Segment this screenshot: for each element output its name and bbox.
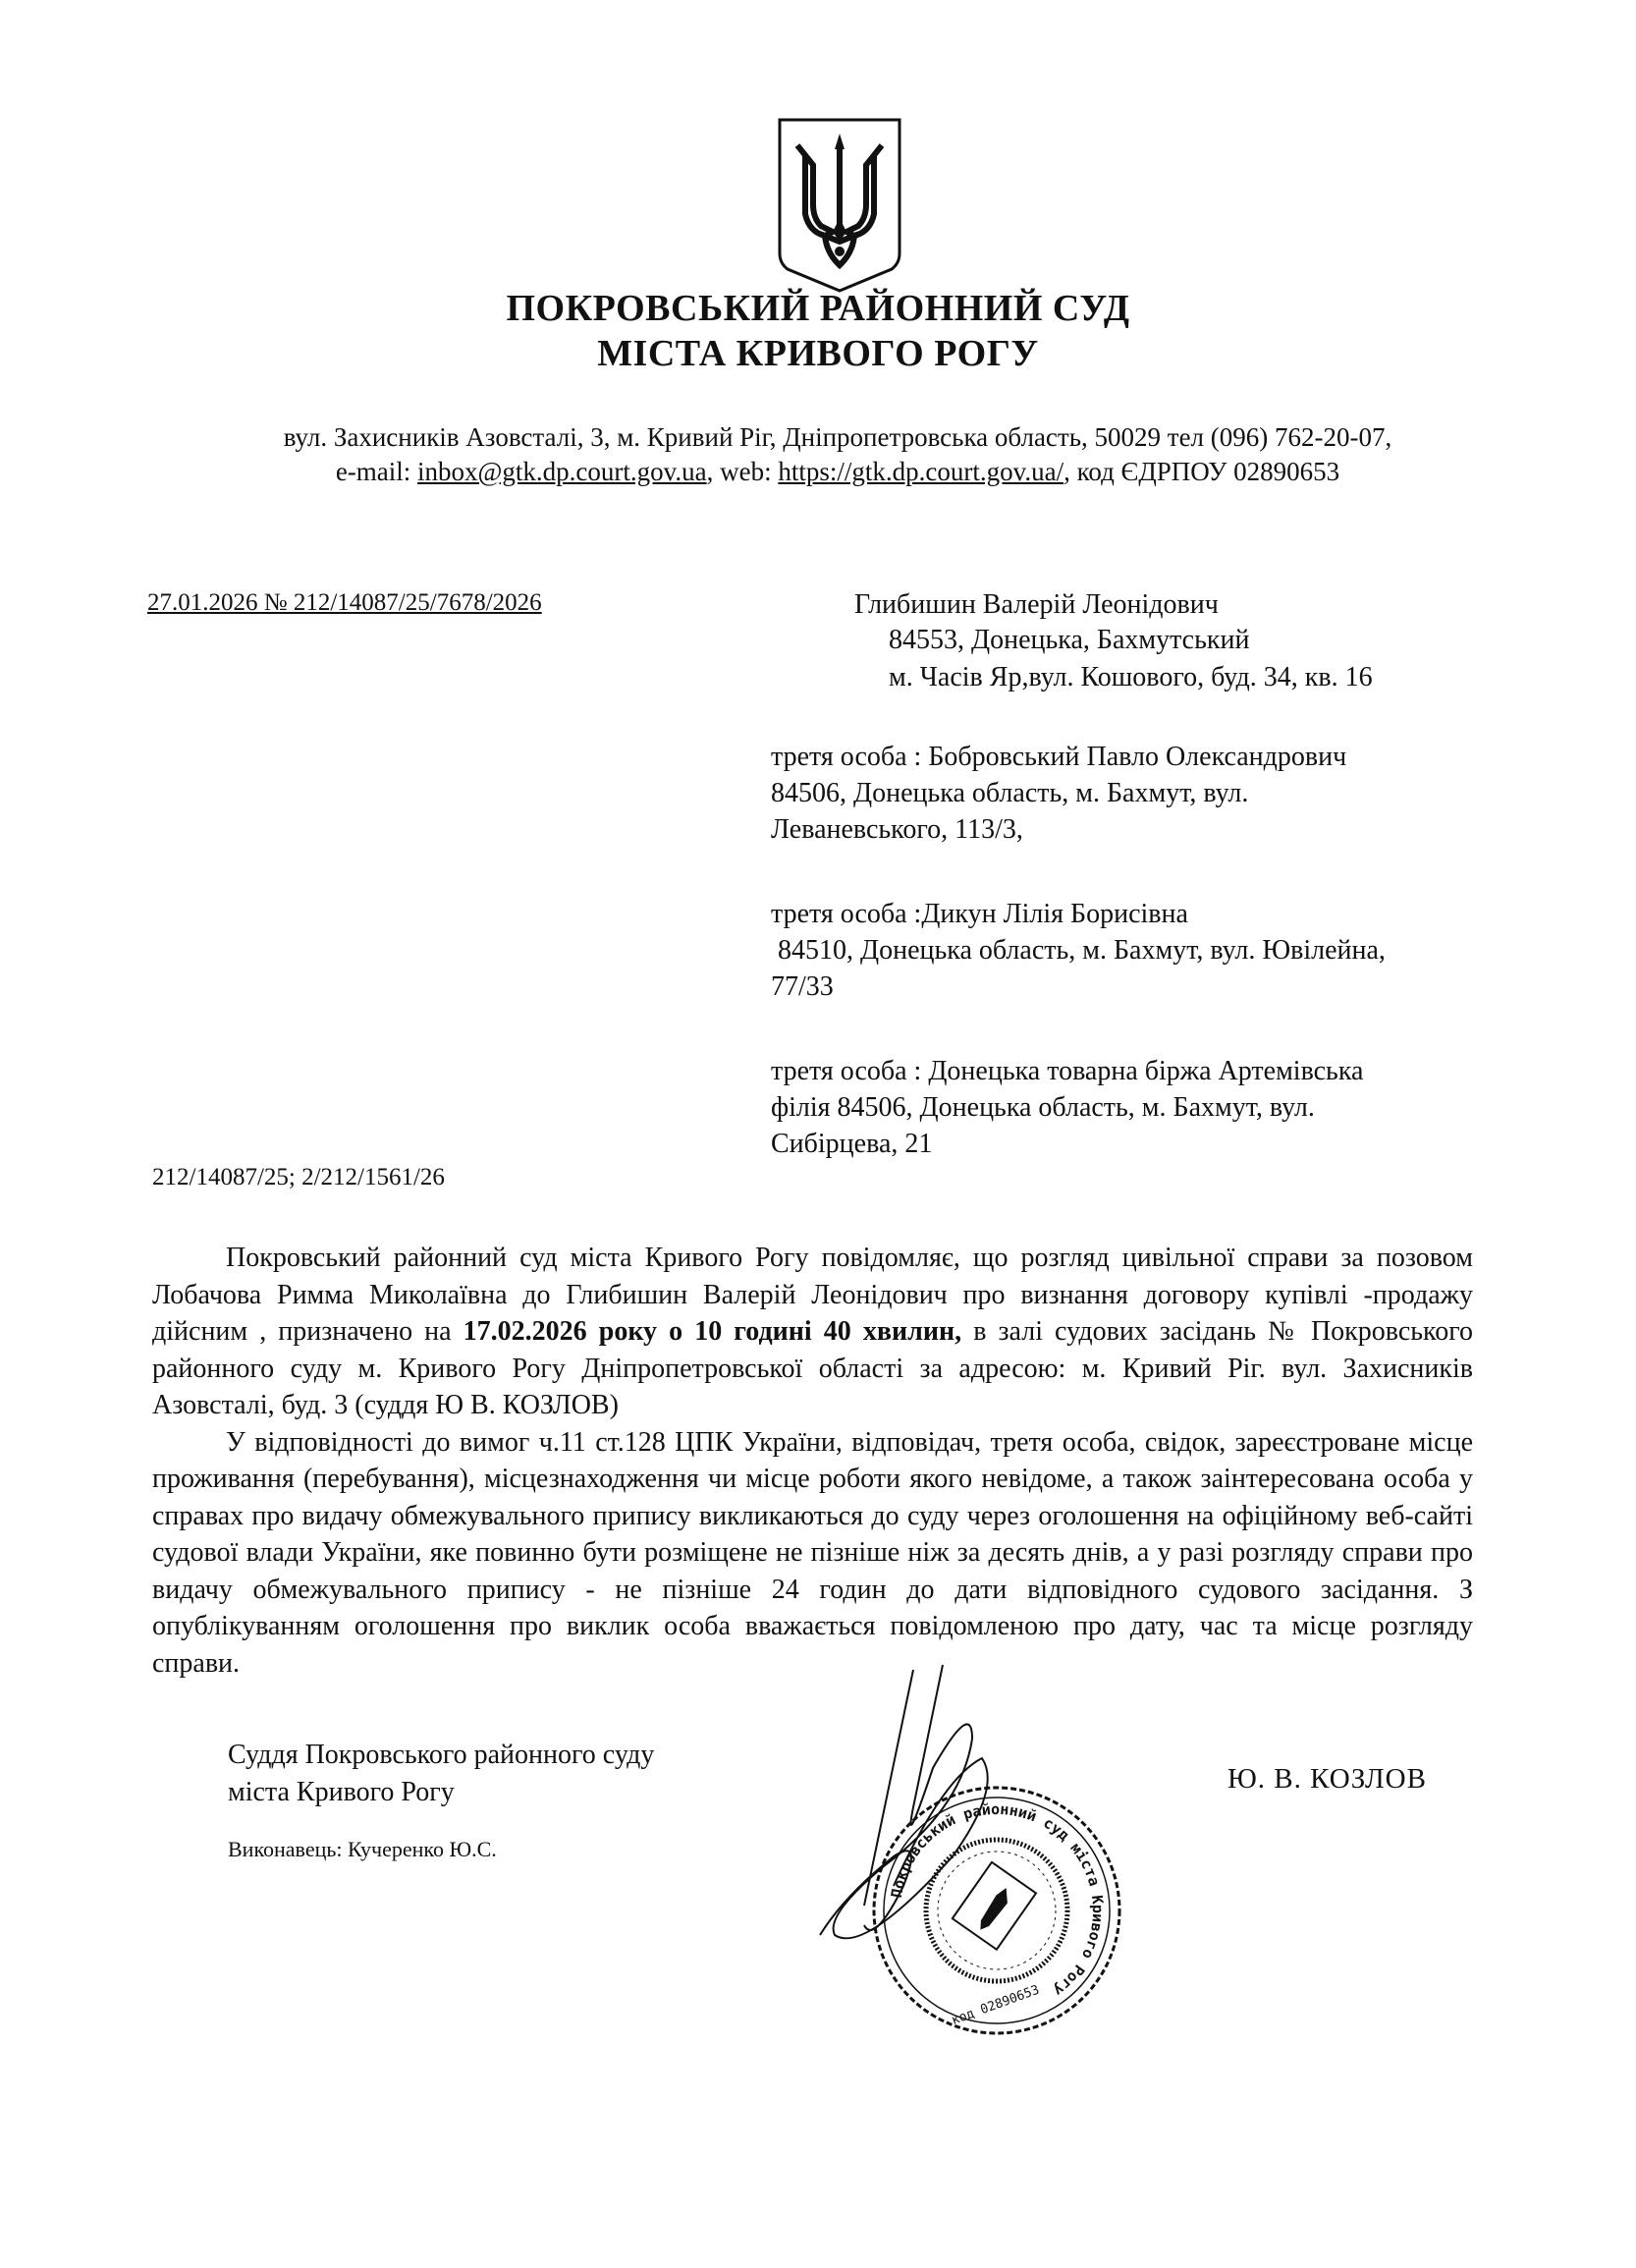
third-party-line: 84510, Донецька область, м. Бахмут, вул. Ювілейна, — [771, 935, 1386, 966]
notice-paragraph-1: Покровський районний суд міста Кривого Рогу повідомляє, що розгляд цивільної справи за позовом Лобачова Римма Миколаївна до Глибишин Валерій Леонідович про визнання договору купівлі -продажу дійсним , призначено на 17.02.2026 року о 10 годині 40 хвилин, в залі судових засідань № Покровського районного суду м. Кривого Рогу Дніпропетровської області за адресою: м. Кривий Ріг. вул. Захисників Азовсталі, буд. 3 (суддя Ю В. КОЗЛОВ) — [152, 1243, 1473, 1420]
email-link[interactable]: inbox@gtk.dp.court.gov.ua — [417, 457, 707, 486]
outgoing-date-number: 27.01.2026 № 212/14087/25/7678/2026 — [147, 589, 542, 616]
web-label: , web: — [706, 457, 779, 486]
web-link[interactable]: https://gtk.dp.court.gov.ua/ — [778, 457, 1064, 486]
recipient-address-line2: м. Часів Яр,вул. Кошового, буд. 34, кв. 16 — [889, 662, 1373, 692]
third-party-3 — [771, 1053, 1517, 1162]
notice-paragraph-2: У відповідності до вимог ч.11 ст.128 ЦПК України, відповідач, третя особа, свідок, зареєстроване місце проживання (перебування), місцезнаходження чи місце роботи якого невідоме, а також заінтересована особа у справах про видачу обмежувального припису викликаються до суду через оголошення на офіційному веб-сайті судової влади України, яке повинно бути розміщене не пізніше ніж за десять днів, а у разі розгляду справи про видачу обмежувального припису - не пізніше 24 годин до дати відповідного судового засідання. З опублікуванням оголошення про виклик особа вважається повідомленою про дату, час та місце розгляду справи. — [152, 1426, 1473, 1679]
svg-text:код 02890653: код 02890653 — [950, 1982, 1042, 2028]
court-contacts — [0, 455, 1636, 488]
recipient-address-line1: 84553, Донецька, Бахмутський — [889, 625, 1250, 655]
judge-name: Ю. В. КОЗЛОВ — [1227, 1763, 1427, 1795]
third-party-line: Сибірцева, 21 — [771, 1129, 933, 1159]
third-party-line: філія 84506, Донецька область, м. Бахмут, вул. — [771, 1092, 1315, 1123]
svg-text:Покровський районний суд міста: Покровський районний суд міста Кривого Рогу — [887, 1799, 1108, 2001]
court-seal-stamp-icon — [805, 1660, 1198, 2073]
notice-body — [152, 1240, 1473, 1682]
case-references: 212/14087/25; 2/212/1561/26 — [152, 1164, 445, 1190]
third-party-line: 77/33 — [771, 971, 834, 1002]
third-party-line: 84506, Донецька область, м. Бахмут, вул. — [771, 778, 1249, 808]
judge-position: Суддя Покровського районного суду міста Кривого Рогу — [228, 1740, 655, 1807]
third-party-2 — [771, 896, 1517, 1005]
court-address: вул. Захисників Азовсталі, 3, м. Кривий Ріг, Дніпропетровська область, 50029 тел (096) 762-20-07, — [283, 422, 1392, 452]
court-title-line2: МІСТА КРИВОГО РОГУ — [597, 333, 1039, 374]
court-title-line1: ПОКРОВСЬКИЙ РАЙОННИЙ СУД — [506, 288, 1130, 329]
coat-of-arms-icon — [776, 116, 903, 293]
third-party-line: Леваневського, 113/3, — [771, 814, 1023, 845]
email-label: e-mail: — [335, 457, 418, 486]
executor-name: Виконавець: Кучеренко Ю.С. — [228, 1837, 497, 1861]
hearing-datetime: 17.02.2026 року о 10 годині 40 хвилин, — [463, 1316, 962, 1347]
third-party-line: третя особа : Бобровський Павло Олександрович — [771, 742, 1347, 772]
recipient-name: Глибишин Валерій Леонідович — [854, 589, 1219, 620]
edrpou-code: , код ЄДРПОУ 02890653 — [1063, 457, 1340, 486]
third-party-1 — [771, 739, 1517, 848]
third-party-line: третя особа :Дикун Лілія Борисівна — [771, 899, 1188, 929]
third-party-line: третя особа : Донецька товарна біржа Артемівська — [771, 1056, 1364, 1086]
